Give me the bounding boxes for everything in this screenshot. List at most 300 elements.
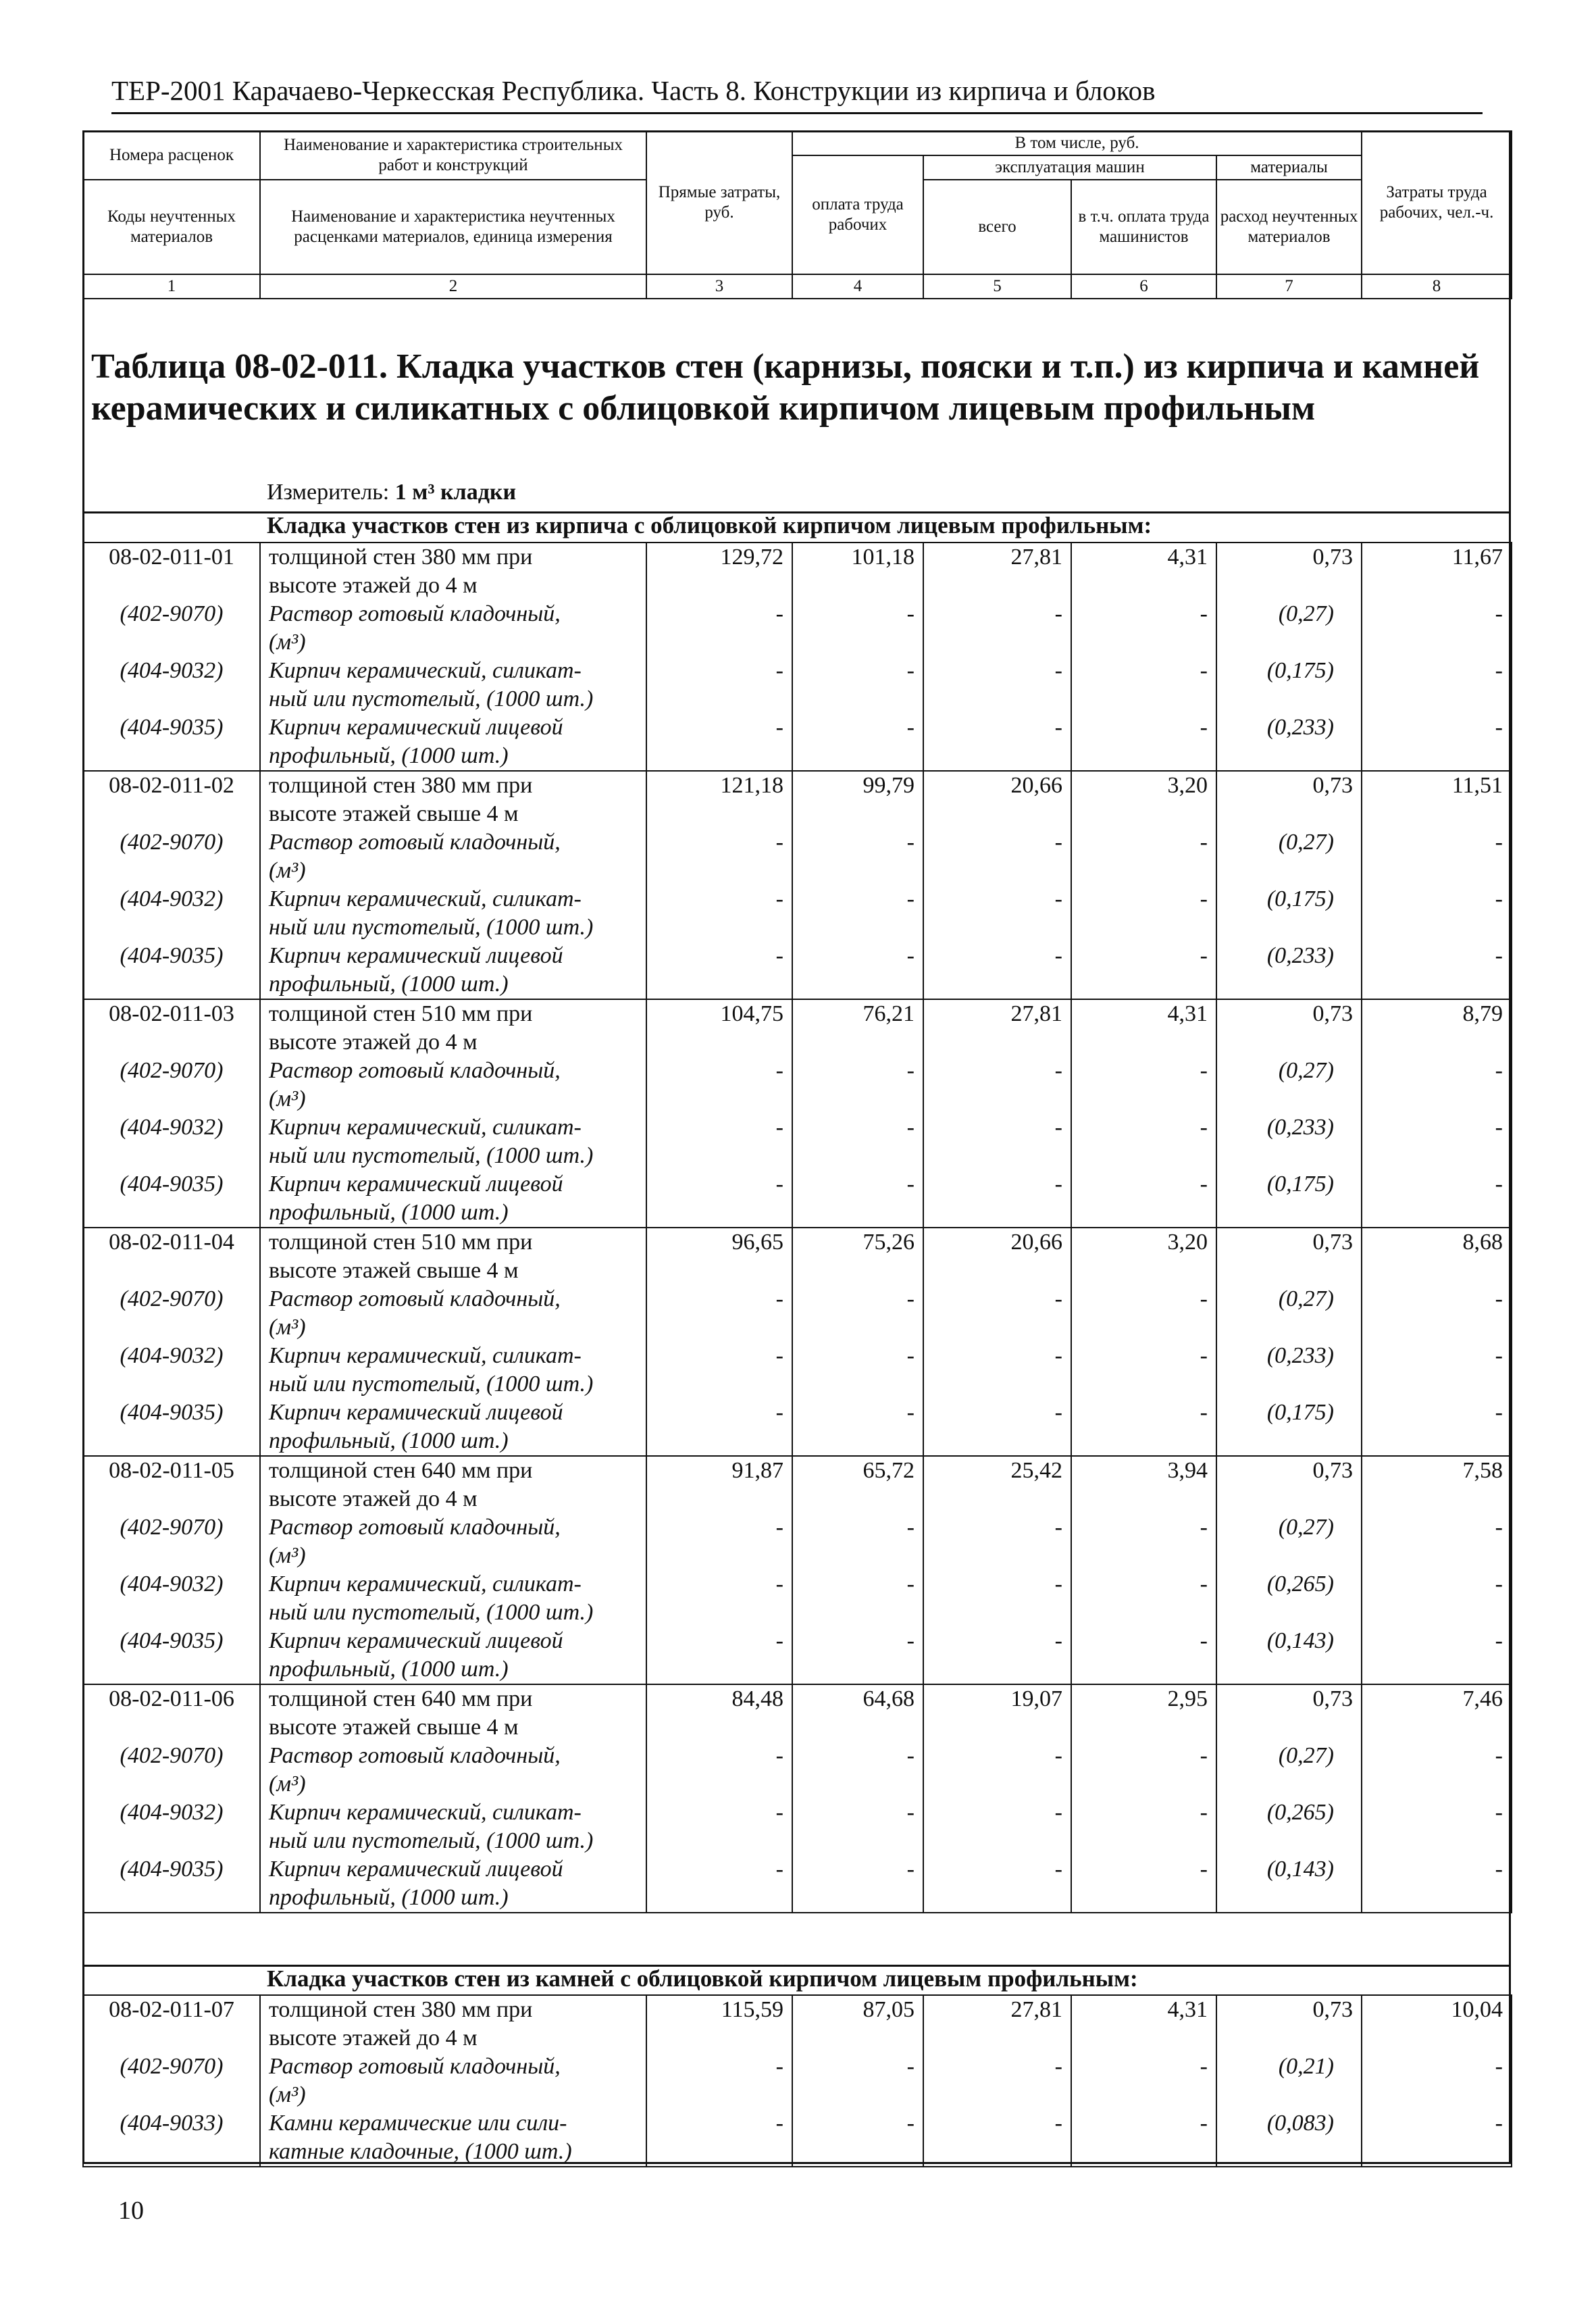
value-c3: - bbox=[646, 600, 792, 657]
material-code: (402-9070) bbox=[83, 1057, 260, 1113]
cell-line: (м³) bbox=[269, 2082, 306, 2107]
value-c3: - bbox=[646, 1799, 792, 1855]
value-c7: 0,73 bbox=[1216, 543, 1362, 600]
cell-line: толщиной стен 380 мм при bbox=[269, 773, 533, 798]
material-consumption: (0,175) bbox=[1216, 657, 1362, 713]
rate-code: 08-02-011-01 bbox=[83, 543, 260, 600]
material-row bbox=[83, 1570, 1512, 1627]
material-consumption: (0,175) bbox=[1216, 885, 1362, 942]
cell-line: профильный, (1000 шт.) bbox=[269, 1885, 509, 1910]
cell-line: Раствор готовый кладочный, bbox=[269, 2054, 561, 2079]
material-description bbox=[260, 1342, 646, 1399]
value-c6: - bbox=[1071, 1399, 1216, 1456]
material-description bbox=[260, 2053, 646, 2109]
value-c6: - bbox=[1071, 1057, 1216, 1113]
cell-line: ный или пустотелый, (1000 шт.) bbox=[269, 686, 594, 711]
rate-description bbox=[260, 1684, 646, 1742]
rates-table-brick bbox=[82, 542, 1512, 1913]
value-c8: - bbox=[1362, 1399, 1512, 1456]
value-c6: - bbox=[1071, 1342, 1216, 1399]
cell-line: ный или пустотелый, (1000 шт.) bbox=[269, 1600, 594, 1625]
value-c8: 11,51 bbox=[1362, 771, 1512, 828]
value-c5: - bbox=[923, 828, 1071, 885]
value-c4: - bbox=[792, 1399, 923, 1456]
value-c5: - bbox=[923, 657, 1071, 713]
col-number: 2 bbox=[260, 274, 646, 299]
col-header-material-names: Наименование и характеристика неучтенных расценками материалов, единица измерения bbox=[260, 180, 646, 274]
cell-line: высоте этажей свыше 4 м bbox=[269, 1258, 519, 1283]
col-number: 7 bbox=[1216, 274, 1362, 299]
value-c6: - bbox=[1071, 1113, 1216, 1170]
value-c5: 27,81 bbox=[923, 1995, 1071, 2053]
cell-line: Кирпич керамический, силикат- bbox=[269, 886, 582, 911]
material-description bbox=[260, 1170, 646, 1228]
material-description bbox=[260, 828, 646, 885]
material-description bbox=[260, 600, 646, 657]
material-row bbox=[83, 2053, 1512, 2109]
value-c4: - bbox=[792, 828, 923, 885]
material-consumption: (0,27) bbox=[1216, 828, 1362, 885]
material-row bbox=[83, 657, 1512, 713]
material-description bbox=[260, 885, 646, 942]
rate-code: 08-02-011-06 bbox=[83, 1684, 260, 1742]
cell-line: Кирпич керамический лицевой bbox=[269, 1400, 563, 1425]
value-c6: - bbox=[1071, 1570, 1216, 1627]
value-c3: - bbox=[646, 657, 792, 713]
col-header-material-codes: Коды неучтенных материалов bbox=[83, 180, 260, 274]
value-c4: - bbox=[792, 1570, 923, 1627]
material-code: (402-9070) bbox=[83, 1513, 260, 1570]
value-c3: 115,59 bbox=[646, 1995, 792, 2053]
value-c3: 84,48 bbox=[646, 1684, 792, 1742]
material-code: (404-9032) bbox=[83, 1342, 260, 1399]
value-c6: 3,94 bbox=[1071, 1456, 1216, 1513]
value-c5: - bbox=[923, 2109, 1071, 2167]
material-consumption: (0,233) bbox=[1216, 942, 1362, 999]
value-c3: - bbox=[646, 1855, 792, 1913]
cell-line: (м³) bbox=[269, 1543, 306, 1568]
rate-code: 08-02-011-04 bbox=[83, 1228, 260, 1285]
table-row bbox=[83, 1456, 1512, 1513]
value-c8: - bbox=[1362, 942, 1512, 999]
value-c8: - bbox=[1362, 2109, 1512, 2167]
material-description bbox=[260, 2109, 646, 2167]
value-c3: - bbox=[646, 1285, 792, 1342]
col-header-materials: материалы bbox=[1216, 155, 1362, 180]
value-c8: 7,58 bbox=[1362, 1456, 1512, 1513]
material-description bbox=[260, 1113, 646, 1170]
value-c6: 2,95 bbox=[1071, 1684, 1216, 1742]
table-title bbox=[91, 346, 1506, 430]
table-title-text: Таблица 08-02-011. Кладка участков стен (карнизы, пояски и т.п.) из кирпича и камней керамических и силикатных с облицовкой кирпичом лицевым профильным bbox=[91, 347, 1480, 428]
value-c3: - bbox=[646, 1399, 792, 1456]
value-c7: 0,73 bbox=[1216, 1684, 1362, 1742]
cell-line: ный или пустотелый, (1000 шт.) bbox=[269, 1143, 594, 1168]
material-code: (404-9035) bbox=[83, 1627, 260, 1684]
cell-line: Кирпич керамический лицевой bbox=[269, 1857, 563, 1882]
table-row bbox=[83, 1995, 1512, 2053]
value-c5: - bbox=[923, 1570, 1071, 1627]
table-row bbox=[83, 1228, 1512, 1285]
value-c8: - bbox=[1362, 2053, 1512, 2109]
value-c3: 104,75 bbox=[646, 999, 792, 1057]
value-c8: - bbox=[1362, 1285, 1512, 1342]
material-description bbox=[260, 1742, 646, 1799]
rate-description bbox=[260, 1228, 646, 1285]
material-code: (402-9070) bbox=[83, 828, 260, 885]
material-consumption: (0,175) bbox=[1216, 1170, 1362, 1228]
value-c6: - bbox=[1071, 942, 1216, 999]
cell-line: Кирпич керамический лицевой bbox=[269, 1628, 563, 1653]
value-c3: - bbox=[646, 1570, 792, 1627]
material-description bbox=[260, 1799, 646, 1855]
material-row bbox=[83, 713, 1512, 771]
cell-line: толщиной стен 640 мм при bbox=[269, 1686, 533, 1711]
rates-table-stones bbox=[82, 1994, 1512, 2167]
cell-line: (м³) bbox=[269, 1086, 306, 1111]
value-c5: - bbox=[923, 1113, 1071, 1170]
value-c8: 11,67 bbox=[1362, 543, 1512, 600]
rate-code: 08-02-011-02 bbox=[83, 771, 260, 828]
value-c5: - bbox=[923, 1799, 1071, 1855]
material-code: (404-9035) bbox=[83, 1855, 260, 1913]
cell-line: (м³) bbox=[269, 1315, 306, 1340]
value-c5: 27,81 bbox=[923, 543, 1071, 600]
rate-description bbox=[260, 999, 646, 1057]
col-number: 4 bbox=[792, 274, 923, 299]
material-row bbox=[83, 1855, 1512, 1913]
value-c6: - bbox=[1071, 1627, 1216, 1684]
value-c4: - bbox=[792, 1855, 923, 1913]
value-c6: 4,31 bbox=[1071, 543, 1216, 600]
material-description bbox=[260, 1570, 646, 1627]
value-c8: - bbox=[1362, 885, 1512, 942]
material-consumption: (0,265) bbox=[1216, 1799, 1362, 1855]
value-c4: 64,68 bbox=[792, 1684, 923, 1742]
value-c5: - bbox=[923, 1627, 1071, 1684]
material-consumption: (0,143) bbox=[1216, 1855, 1362, 1913]
material-description bbox=[260, 1057, 646, 1113]
value-c8: - bbox=[1362, 1799, 1512, 1855]
col-header-wages: оплата труда рабочих bbox=[792, 155, 923, 274]
cell-line: толщиной стен 380 мм при bbox=[269, 545, 533, 570]
value-c8: - bbox=[1362, 713, 1512, 771]
material-description bbox=[260, 657, 646, 713]
material-row bbox=[83, 1057, 1512, 1113]
cell-line: профильный, (1000 шт.) bbox=[269, 1200, 509, 1225]
value-c4: - bbox=[792, 1742, 923, 1799]
material-description bbox=[260, 1855, 646, 1913]
material-row bbox=[83, 1113, 1512, 1170]
col-header-machines: эксплуатация машин bbox=[923, 155, 1216, 180]
cell-line: толщиной стен 510 мм при bbox=[269, 1230, 533, 1255]
value-c7: 0,73 bbox=[1216, 1228, 1362, 1285]
value-c5: - bbox=[923, 1057, 1071, 1113]
value-c3: 129,72 bbox=[646, 543, 792, 600]
value-c4: - bbox=[792, 713, 923, 771]
value-c4: - bbox=[792, 1799, 923, 1855]
cell-line: Раствор готовый кладочный, bbox=[269, 830, 561, 855]
measure-value: 1 м³ кладки bbox=[394, 480, 517, 505]
cell-line: (м³) bbox=[269, 1771, 306, 1796]
col-header-material-consumption: расход неучтенных материалов bbox=[1216, 180, 1362, 274]
cell-line: Раствор готовый кладочный, bbox=[269, 1058, 561, 1083]
col-header-direct-costs: Прямые затраты, руб. bbox=[646, 131, 792, 274]
cell-line: (м³) bbox=[269, 630, 306, 655]
material-code: (404-9033) bbox=[83, 2109, 260, 2167]
cell-line: Кирпич керамический, силикат- bbox=[269, 658, 582, 683]
value-c8: - bbox=[1362, 1170, 1512, 1228]
material-description bbox=[260, 942, 646, 999]
value-c8: - bbox=[1362, 657, 1512, 713]
value-c4: - bbox=[792, 1113, 923, 1170]
cell-line: Кирпич керамический, силикат- bbox=[269, 1800, 582, 1825]
value-c6: - bbox=[1071, 1170, 1216, 1228]
cell-line: Кирпич керамический лицевой bbox=[269, 943, 563, 968]
material-code: (404-9035) bbox=[83, 713, 260, 771]
rate-code: 08-02-011-03 bbox=[83, 999, 260, 1057]
material-consumption: (0,27) bbox=[1216, 1742, 1362, 1799]
value-c4: 76,21 bbox=[792, 999, 923, 1057]
rate-description bbox=[260, 1995, 646, 2053]
value-c6: 4,31 bbox=[1071, 999, 1216, 1057]
material-code: (402-9070) bbox=[83, 2053, 260, 2109]
value-c5: - bbox=[923, 600, 1071, 657]
material-consumption: (0,27) bbox=[1216, 1513, 1362, 1570]
col-header-machines-total: всего bbox=[923, 180, 1071, 274]
value-c8: - bbox=[1362, 1742, 1512, 1799]
material-code: (404-9032) bbox=[83, 657, 260, 713]
section-heading-stones: Кладка участков стен из камней с облицовкой кирпичом лицевым профильным: bbox=[267, 1965, 1138, 1992]
col-header-labor-costs: Затраты труда рабочих, чел.-ч. bbox=[1362, 131, 1512, 274]
value-c3: - bbox=[646, 1627, 792, 1684]
value-c8: - bbox=[1362, 1342, 1512, 1399]
value-c6: - bbox=[1071, 1742, 1216, 1799]
cell-line: высоте этажей свыше 4 м bbox=[269, 801, 519, 826]
value-c4: - bbox=[792, 1170, 923, 1228]
cell-line: Кирпич керамический лицевой bbox=[269, 1172, 563, 1197]
cell-line: Раствор готовый кладочный, bbox=[269, 601, 561, 626]
material-consumption: (0,27) bbox=[1216, 1057, 1362, 1113]
cell-line: высоте этажей до 4 м bbox=[269, 573, 478, 598]
material-consumption: (0,233) bbox=[1216, 713, 1362, 771]
value-c8: - bbox=[1362, 1570, 1512, 1627]
col-number: 3 bbox=[646, 274, 792, 299]
table-row bbox=[83, 1684, 1512, 1742]
value-c5: 20,66 bbox=[923, 771, 1071, 828]
cell-line: высоте этажей свыше 4 м bbox=[269, 1715, 519, 1740]
value-c8: - bbox=[1362, 1627, 1512, 1684]
material-row bbox=[83, 1513, 1512, 1570]
value-c3: - bbox=[646, 1342, 792, 1399]
value-c4: - bbox=[792, 885, 923, 942]
value-c5: 19,07 bbox=[923, 1684, 1071, 1742]
rate-description bbox=[260, 1456, 646, 1513]
material-code: (404-9032) bbox=[83, 885, 260, 942]
value-c4: 75,26 bbox=[792, 1228, 923, 1285]
material-consumption: (0,143) bbox=[1216, 1627, 1362, 1684]
value-c8: 10,04 bbox=[1362, 1995, 1512, 2053]
value-c6: - bbox=[1071, 713, 1216, 771]
value-c8: 8,68 bbox=[1362, 1228, 1512, 1285]
material-consumption: (0,233) bbox=[1216, 1113, 1362, 1170]
col-header-rate-numbers: Номера расценок bbox=[83, 131, 260, 180]
value-c6: 4,31 bbox=[1071, 1995, 1216, 2053]
value-c4: - bbox=[792, 1285, 923, 1342]
material-consumption: (0,265) bbox=[1216, 1570, 1362, 1627]
material-code: (402-9070) bbox=[83, 600, 260, 657]
value-c3: - bbox=[646, 1057, 792, 1113]
material-consumption: (0,175) bbox=[1216, 1399, 1362, 1456]
cell-line: толщиной стен 380 мм при bbox=[269, 1997, 533, 2022]
col-header-including: В том числе, руб. bbox=[792, 131, 1362, 155]
measure-unit bbox=[267, 480, 516, 505]
col-number: 1 bbox=[83, 274, 260, 299]
cell-line: Раствор готовый кладочный, bbox=[269, 1743, 561, 1768]
rate-code: 08-02-011-07 bbox=[83, 1995, 260, 2053]
cell-line: Кирпич керамический, силикат- bbox=[269, 1343, 582, 1368]
value-c5: - bbox=[923, 1742, 1071, 1799]
value-c5: - bbox=[923, 1342, 1071, 1399]
cell-line: профильный, (1000 шт.) bbox=[269, 743, 509, 768]
cell-line: Камни керамические или сили- bbox=[269, 2111, 567, 2136]
value-c3: - bbox=[646, 713, 792, 771]
material-row bbox=[83, 1627, 1512, 1684]
value-c6: - bbox=[1071, 828, 1216, 885]
material-consumption: (0,21) bbox=[1216, 2053, 1362, 2109]
value-c4: 99,79 bbox=[792, 771, 923, 828]
value-c4: 87,05 bbox=[792, 1995, 923, 2053]
cell-line: высоте этажей до 4 м bbox=[269, 2026, 478, 2051]
cell-line: ный или пустотелый, (1000 шт.) bbox=[269, 1828, 594, 1853]
material-row bbox=[83, 942, 1512, 999]
value-c5: - bbox=[923, 1170, 1071, 1228]
cell-line: ный или пустотелый, (1000 шт.) bbox=[269, 915, 594, 940]
value-c7: 0,73 bbox=[1216, 999, 1362, 1057]
value-c3: - bbox=[646, 2109, 792, 2167]
material-row bbox=[83, 1799, 1512, 1855]
page-header: ТЕР-2001 Карачаево-Черкесская Республика. Часть 8. Конструкции из кирпича и блоков bbox=[111, 74, 1483, 114]
col-number: 8 bbox=[1362, 274, 1512, 299]
material-row bbox=[83, 600, 1512, 657]
value-c3: - bbox=[646, 1742, 792, 1799]
value-c8: - bbox=[1362, 1113, 1512, 1170]
cell-line: Кирпич керамический, силикат- bbox=[269, 1571, 582, 1596]
cell-line: катные кладочные, (1000 шт.) bbox=[269, 2139, 572, 2164]
material-row bbox=[83, 1285, 1512, 1342]
value-c7: 0,73 bbox=[1216, 1995, 1362, 2053]
page-number: 10 bbox=[118, 2196, 144, 2225]
material-row bbox=[83, 2109, 1512, 2167]
value-c6: 3,20 bbox=[1071, 1228, 1216, 1285]
material-row bbox=[83, 1170, 1512, 1228]
value-c5: - bbox=[923, 1285, 1071, 1342]
value-c6: 3,20 bbox=[1071, 771, 1216, 828]
material-code: (404-9035) bbox=[83, 942, 260, 999]
value-c6: - bbox=[1071, 885, 1216, 942]
value-c6: - bbox=[1071, 1799, 1216, 1855]
rate-code: 08-02-011-05 bbox=[83, 1456, 260, 1513]
value-c3: 121,18 bbox=[646, 771, 792, 828]
value-c5: - bbox=[923, 942, 1071, 999]
value-c5: 27,81 bbox=[923, 999, 1071, 1057]
column-header-table bbox=[82, 130, 1512, 299]
cell-line: толщиной стен 510 мм при bbox=[269, 1001, 533, 1026]
value-c6: - bbox=[1071, 1513, 1216, 1570]
value-c6: - bbox=[1071, 2109, 1216, 2167]
table-row bbox=[83, 771, 1512, 828]
value-c3: - bbox=[646, 1170, 792, 1228]
material-row bbox=[83, 1342, 1512, 1399]
value-c5: - bbox=[923, 1513, 1071, 1570]
value-c3: 91,87 bbox=[646, 1456, 792, 1513]
material-code: (404-9035) bbox=[83, 1170, 260, 1228]
cell-line: высоте этажей до 4 м bbox=[269, 1030, 478, 1055]
value-c5: - bbox=[923, 885, 1071, 942]
material-description bbox=[260, 1399, 646, 1456]
value-c4: - bbox=[792, 2109, 923, 2167]
value-c4: - bbox=[792, 1057, 923, 1113]
value-c4: - bbox=[792, 1627, 923, 1684]
cell-line: толщиной стен 640 мм при bbox=[269, 1458, 533, 1483]
value-c6: - bbox=[1071, 600, 1216, 657]
cell-line: профильный, (1000 шт.) bbox=[269, 972, 509, 997]
material-code: (404-9032) bbox=[83, 1799, 260, 1855]
material-description bbox=[260, 1513, 646, 1570]
table-row bbox=[83, 543, 1512, 600]
rate-description bbox=[260, 543, 646, 600]
cell-line: Раствор готовый кладочный, bbox=[269, 1286, 561, 1311]
value-c3: - bbox=[646, 885, 792, 942]
cell-line: Раствор готовый кладочный, bbox=[269, 1515, 561, 1540]
value-c4: - bbox=[792, 657, 923, 713]
value-c4: - bbox=[792, 1342, 923, 1399]
material-consumption: (0,233) bbox=[1216, 1342, 1362, 1399]
material-code: (402-9070) bbox=[83, 1285, 260, 1342]
table-row bbox=[83, 999, 1512, 1057]
material-code: (402-9070) bbox=[83, 1742, 260, 1799]
value-c6: - bbox=[1071, 657, 1216, 713]
value-c3: - bbox=[646, 1513, 792, 1570]
material-consumption: (0,27) bbox=[1216, 1285, 1362, 1342]
material-description bbox=[260, 713, 646, 771]
value-c6: - bbox=[1071, 1855, 1216, 1913]
value-c3: - bbox=[646, 1113, 792, 1170]
value-c4: 101,18 bbox=[792, 543, 923, 600]
col-header-work-name: Наименование и характеристика строительных работ и конструкций bbox=[260, 131, 646, 180]
value-c4: 65,72 bbox=[792, 1456, 923, 1513]
col-header-machinist-wages: в т.ч. оплата труда машинистов bbox=[1071, 180, 1216, 274]
value-c5: - bbox=[923, 1855, 1071, 1913]
value-c4: - bbox=[792, 942, 923, 999]
section-heading-brick: Кладка участков стен из кирпича с облицовкой кирпичом лицевым профильным: bbox=[267, 512, 1152, 538]
value-c5: 25,42 bbox=[923, 1456, 1071, 1513]
value-c4: - bbox=[792, 600, 923, 657]
value-c8: 8,79 bbox=[1362, 999, 1512, 1057]
col-number: 5 bbox=[923, 274, 1071, 299]
material-code: (404-9032) bbox=[83, 1570, 260, 1627]
cell-line: профильный, (1000 шт.) bbox=[269, 1657, 509, 1682]
material-row bbox=[83, 1742, 1512, 1799]
value-c4: - bbox=[792, 1513, 923, 1570]
value-c3: - bbox=[646, 828, 792, 885]
value-c8: 7,46 bbox=[1362, 1684, 1512, 1742]
value-c3: 96,65 bbox=[646, 1228, 792, 1285]
material-consumption: (0,083) bbox=[1216, 2109, 1362, 2167]
material-code: (404-9032) bbox=[83, 1113, 260, 1170]
material-row bbox=[83, 828, 1512, 885]
material-row bbox=[83, 885, 1512, 942]
